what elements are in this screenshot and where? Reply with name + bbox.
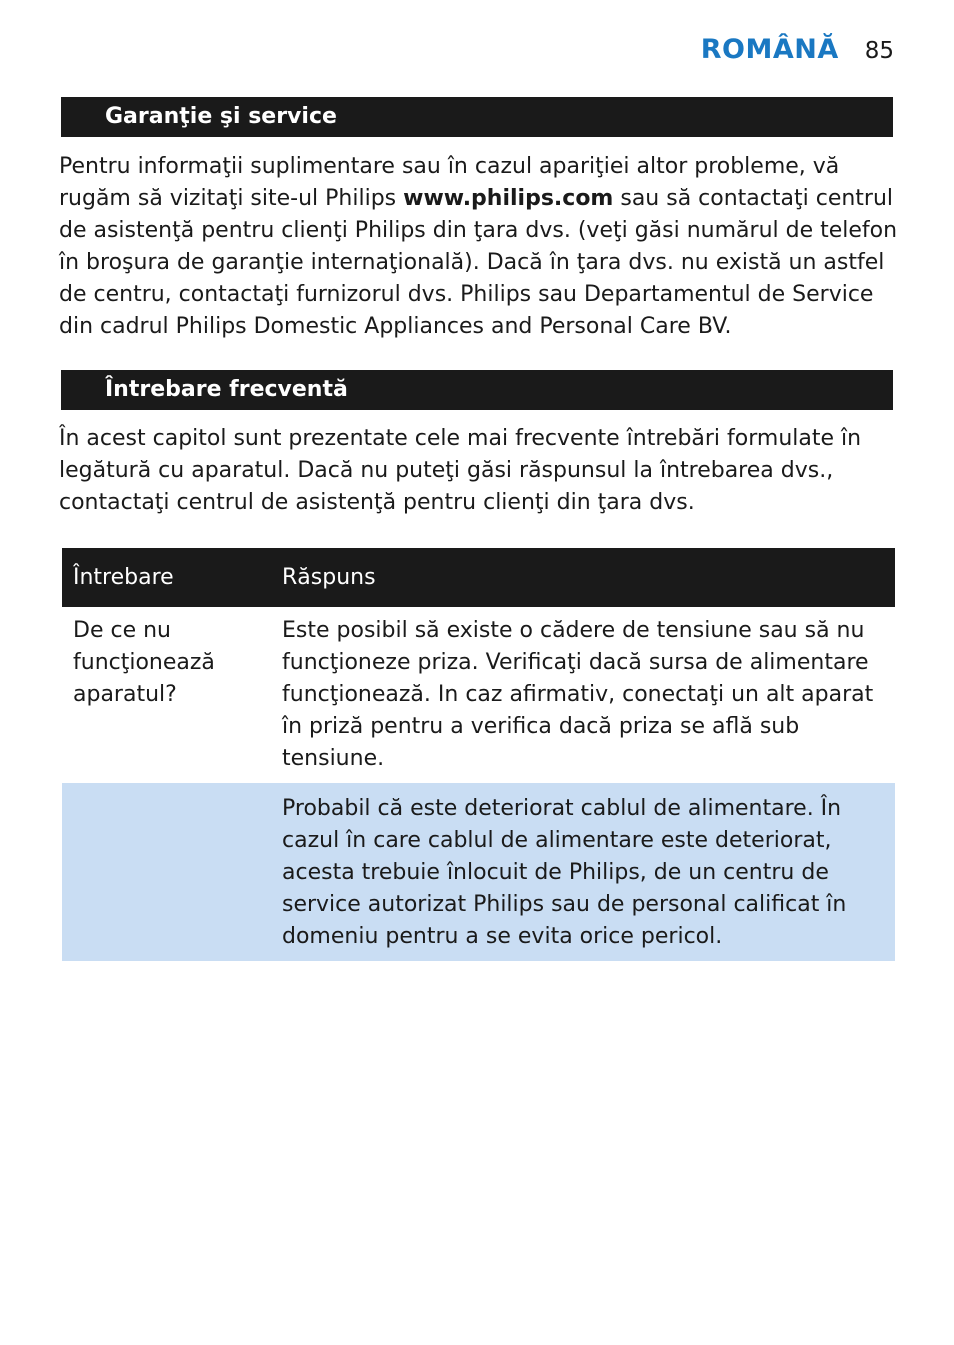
warranty-text-before-url: Pentru informaţii suplimentare sau în cazul apariţiei altor probleme, vă rugăm să vizitaţi site-ul Philips: [59, 154, 840, 211]
warranty-text-after-url: sau să contactaţi centrul de asistenţă pentru clienţi Philips din ţara dvs. (veţi găsi numărul de telefon în broşura de garanţie internaţională). Dacă în ţara dvs. nu există un astfel de centru, contactaţi furnizorul dvs. Philips sau Departamentul de Service din cadrul Philips Domestic Appliances and Personal Care BV.: [59, 186, 898, 339]
answer-cell: Probabil că este deteriorat cablul de alimentare. În cazul în care cablul de alimentare este deteriorat, acesta trebuie înlocuit de Philips, de un centru de service autorizat Philips sau de personal calificat în domeniu pentru a se evita orice pericol.: [271, 783, 895, 961]
section-heading-faq: Întrebare frecventă: [61, 370, 893, 410]
faq-intro-paragraph: În acest capitol sunt prezentate cele mai frecvente întrebări formulate în legătură cu aparatul. Dacă nu puteţi găsi răspunsul la întrebarea dvs., contactaţi centrul de asistenţă pentru clienţi din ţara dvs.: [59, 426, 862, 515]
answer-cell: Este posibil să existe o cădere de tensiune sau să nu funcţioneze priza. Verificaţi dacă sursa de alimentare funcţionează. In caz afirmativ, conectaţi un alt aparat în priză pentru a verifica dacă priza se află sub tensiune.: [282, 618, 874, 771]
table-row: [62, 607, 895, 783]
warranty-paragraph: [59, 151, 899, 343]
language-title: ROMÂNĂ: [700, 34, 839, 65]
column-header-question: Întrebare: [62, 548, 271, 607]
page-number: 85: [864, 38, 894, 64]
question-cell: [62, 783, 271, 961]
page-header: [701, 34, 894, 65]
table-row: [62, 783, 895, 961]
faq-table: [62, 548, 895, 961]
section-heading-warranty: Garanţie şi service: [61, 97, 893, 137]
philips-url-link[interactable]: www.philips.com: [403, 186, 614, 211]
faq-table-header-row: [62, 548, 895, 607]
column-header-answer: Răspuns: [271, 548, 895, 607]
question-cell: De ce nu funcţionează aparatul?: [73, 618, 215, 707]
